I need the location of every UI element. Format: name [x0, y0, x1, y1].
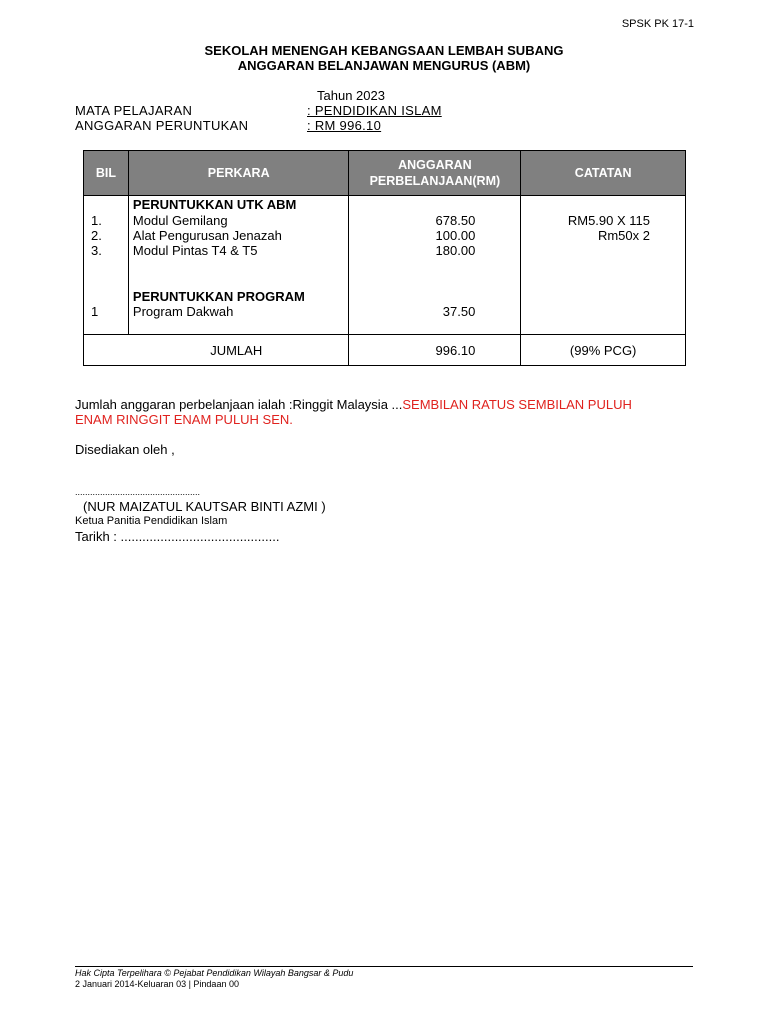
footer-issue: 2 Januari 2014-Keluaran 03 | Pindaan 00 [75, 979, 239, 989]
row-amount: 678.50 [435, 213, 476, 228]
row-item: Program Dakwah [132, 304, 234, 319]
col-header-anggaran-line2: PERBELANJAAN(RM) [369, 174, 501, 188]
total-amount: 996.10 [349, 335, 521, 366]
row-item: Alat Pengurusan Jenazah [132, 228, 282, 243]
table-header-row [84, 151, 686, 196]
row-bil: 1 [91, 304, 99, 319]
row-bil: 2. [91, 228, 102, 243]
row-amount: 37.50 [442, 304, 476, 319]
amount-cell [349, 196, 521, 335]
row-bil: 1. [91, 213, 102, 228]
budget-table [83, 150, 686, 366]
year-label: Tahun 2023 [317, 88, 385, 103]
row-note: RM5.90 X 115 [567, 213, 650, 228]
table-body-row [84, 196, 686, 335]
date-line: Tarikh : ............................................ [75, 529, 280, 544]
school-name: SEKOLAH MENENGAH KEBANGSAAN LEMBAH SUBANG [204, 43, 564, 58]
amount-words-prefix: Jumlah anggaran perbelanjaan ialah :Ringgit Malaysia ... [75, 397, 403, 412]
col-header-catatan: CATATAN [521, 151, 686, 196]
col-header-bil: BIL [84, 151, 129, 196]
section-title-program: PERUNTUKKAN PROGRAM [132, 289, 305, 304]
allocation-label: ANGGARAN PERUNTUKAN [75, 118, 249, 133]
signatory-role: Ketua Panitia Pendidikan Islam [75, 515, 228, 527]
total-row [84, 335, 686, 366]
col-header-perkara: PERKARA [128, 151, 349, 196]
prepared-by: Disediakan oleh , [75, 442, 175, 457]
total-label: JUMLAH [84, 335, 349, 366]
subject-label: MATA PELAJARAN [75, 103, 193, 118]
row-bil: 3. [91, 243, 102, 258]
amount-words-red-1: SEMBILAN RATUS SEMBILAN PULUH [402, 397, 632, 412]
col-header-anggaran [349, 151, 521, 196]
signatory-name: (NUR MAIZATUL KAUTSAR BINTI AZMI ) [83, 499, 326, 514]
row-item: Modul Pintas T4 & T5 [132, 243, 258, 258]
document-title: ANGGARAN BELANJAWAN MENGURUS (ABM) [237, 58, 531, 73]
col-header-anggaran-line1: ANGGARAN [398, 158, 472, 172]
amount-in-words [75, 397, 632, 427]
amount-words-red-2: ENAM RINGGIT ENAM PULUH SEN. [75, 412, 293, 427]
footer-divider [75, 966, 693, 967]
row-item: Modul Gemilang [132, 213, 228, 228]
row-note: Rm50x 2 [597, 228, 650, 243]
section-title-abm: PERUNTUKKAN UTK ABM [132, 197, 297, 212]
note-cell [521, 196, 686, 335]
document-code: SPSK PK 17-1 [621, 18, 694, 30]
signature-line: .................................................. [75, 487, 201, 497]
row-amount: 100.00 [435, 228, 476, 243]
perkara-cell [128, 196, 349, 335]
subject-value: : PENDIDIKAN ISLAM [307, 103, 442, 118]
total-note: (99% PCG) [521, 335, 686, 366]
row-amount: 180.00 [435, 243, 476, 258]
allocation-value: : RM 996.10 [307, 118, 382, 133]
bil-cell [84, 196, 129, 335]
footer-copyright: Hak Cipta Terpelihara © Pejabat Pendidikan Wilayah Bangsar & Pudu [75, 968, 354, 978]
